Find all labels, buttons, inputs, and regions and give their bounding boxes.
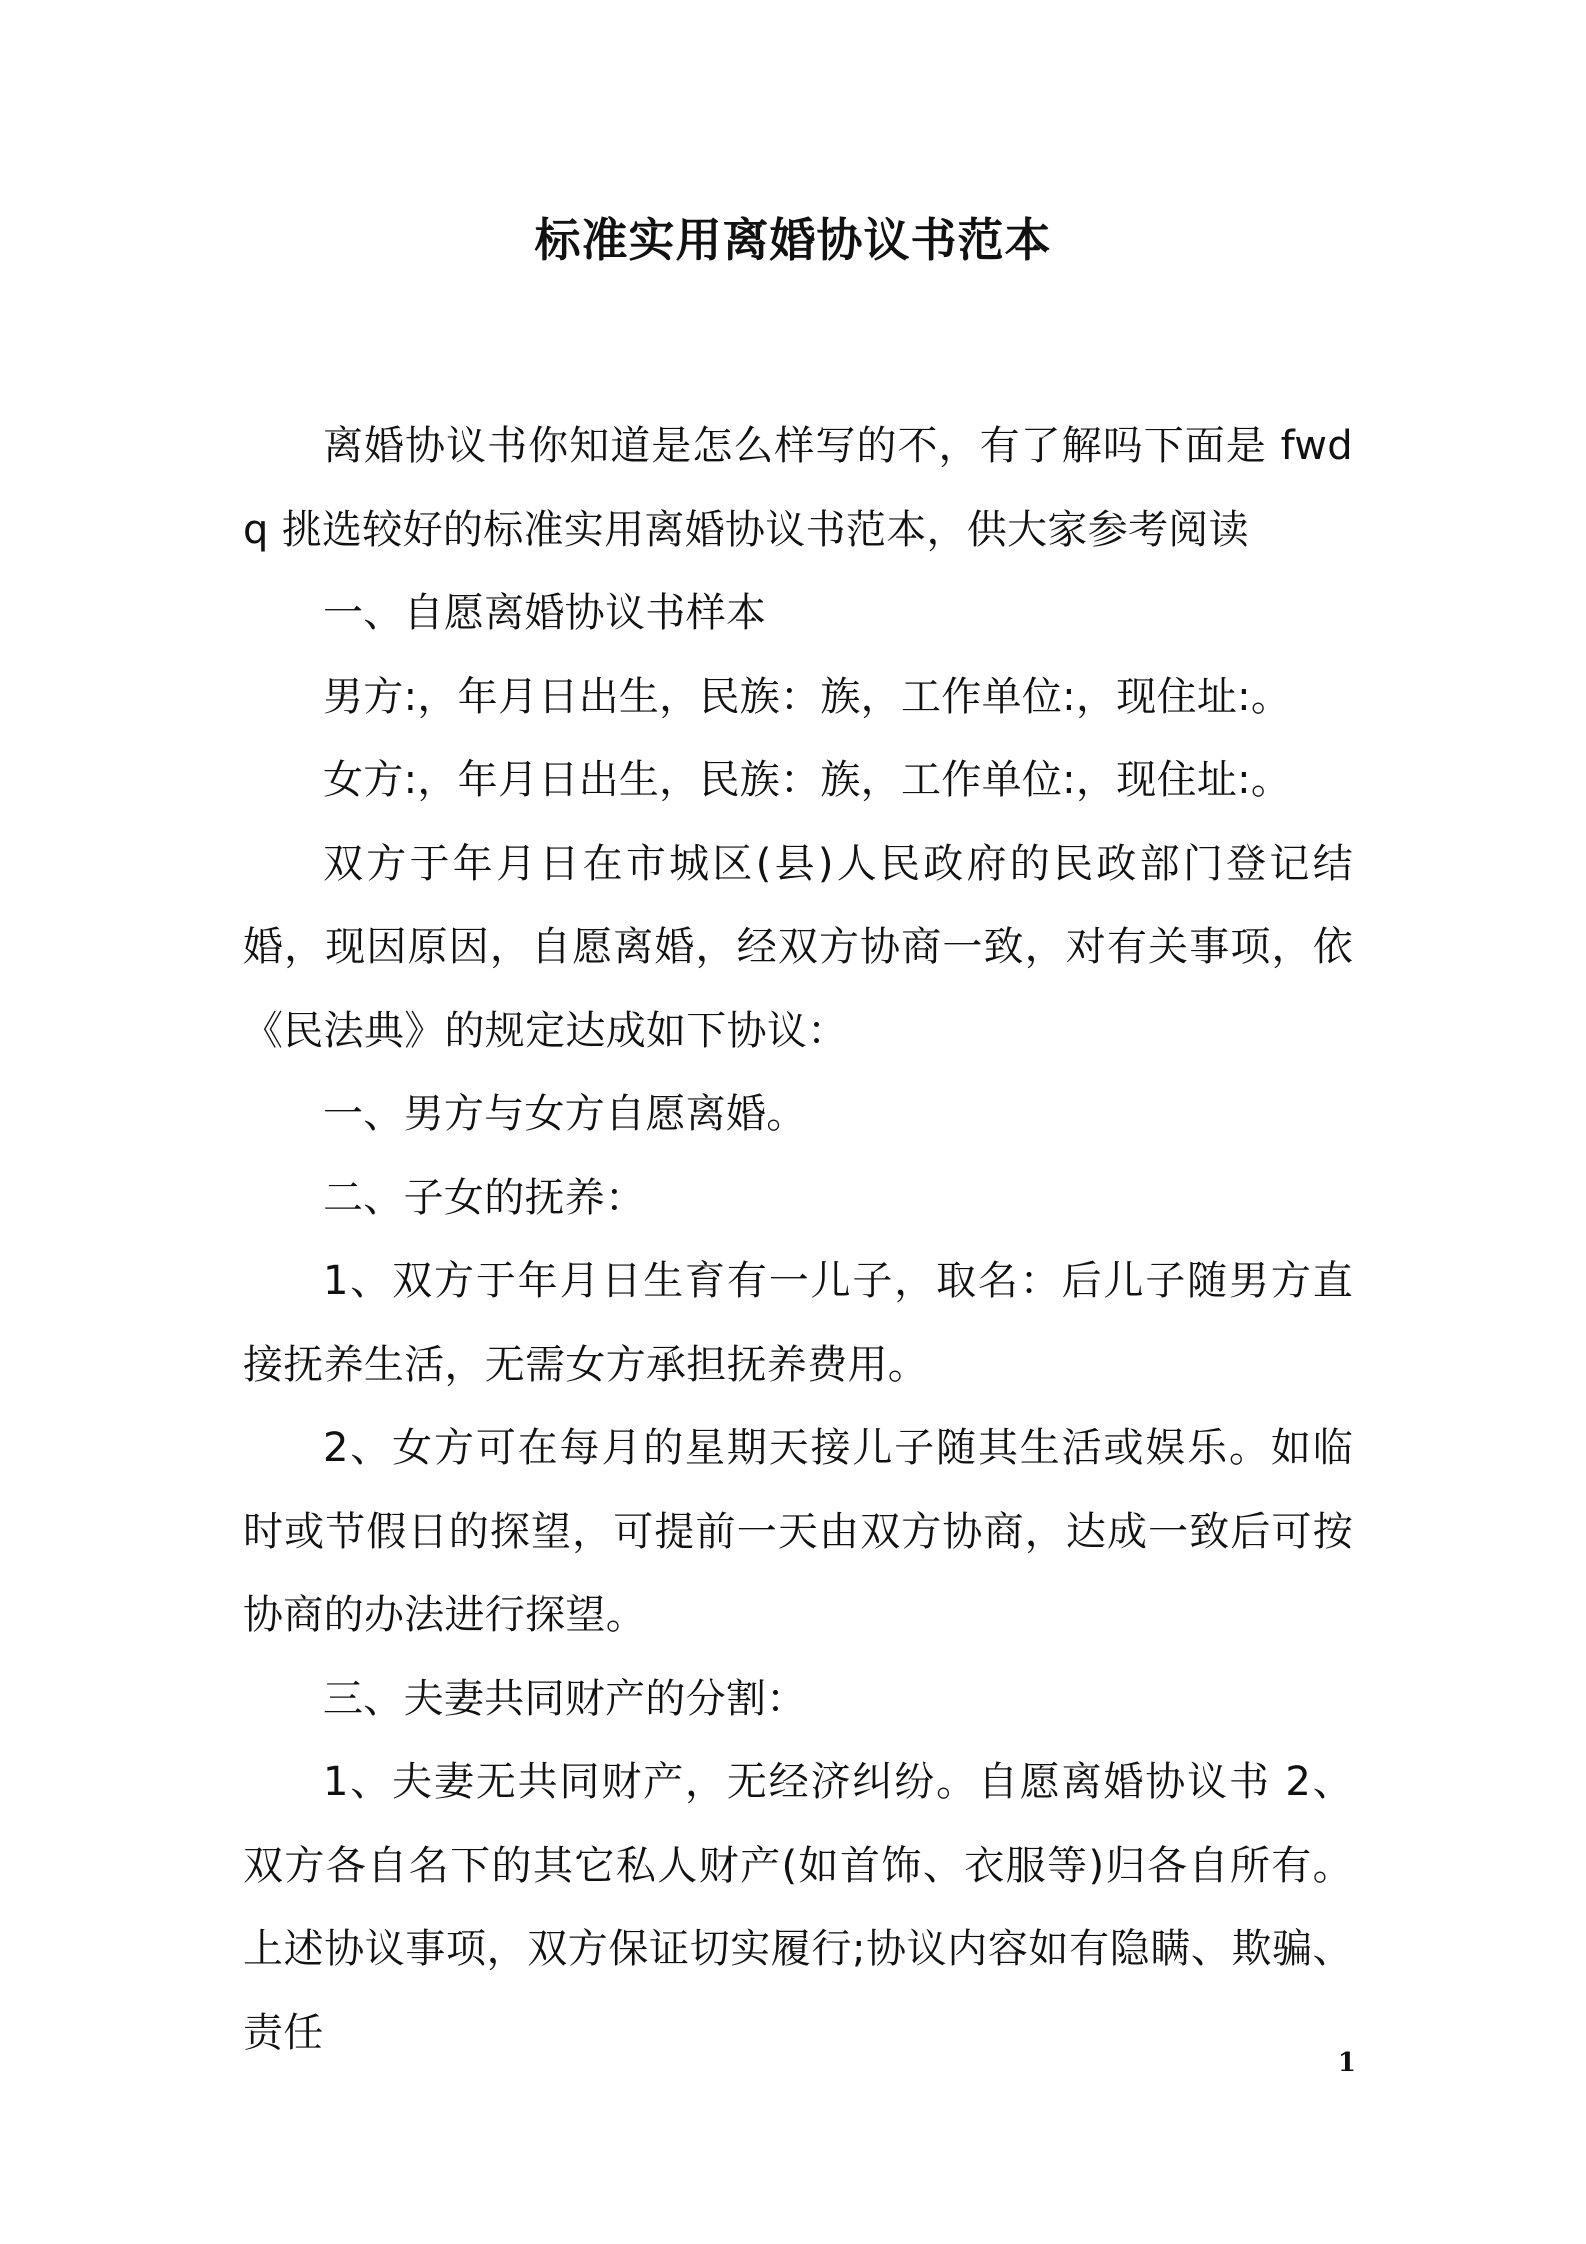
paragraph-marriage-background: 双方于年月日在市城区(县)人民政府的民政部门登记结婚，现因原因，自愿离婚，经双方协商一致，对有关事项，依《民法典》的规定达成如下协议：	[243, 840, 1353, 1054]
clause-child-custody-heading: 二、子女的抚养：	[323, 1174, 646, 1221]
page-number: 1	[1337, 2048, 1356, 2078]
clause-child-custody-1: 1、双方于年月日生育有一儿子，取名：后儿子随男方直接抚养生活，无需女方承担抚养费用。	[243, 1258, 1353, 1388]
clause-property-heading: 三、夫妻共同财产的分割：	[323, 1675, 807, 1722]
paragraph-intro: 离婚协议书你知道是怎么样写的不，有了解吗下面是 fwdq 挑选较好的标准实用离婚协议书范本，供大家参考阅读	[243, 423, 1353, 553]
section-heading-sample: 一、自愿离婚协议书样本	[323, 590, 767, 636]
paragraph-wife-info: 女方:，年月日出生，民族：族，工作单位:，现住址:。	[323, 757, 1292, 803]
clause-child-custody-2: 2、女方可在每月的星期天接儿子随其生活或娱乐。如临时或节假日的探望，可提前一天由双方协商，达成一致后可按协商的办法进行探望。	[243, 1425, 1353, 1638]
clause-voluntary-divorce: 一、男方与女方自愿离婚。	[323, 1091, 807, 1137]
clause-property-1: 1、夫妻无共同财产，无经济纠纷。自愿离婚协议书 2、双方各自名下的其它私人财产(如首饰、衣服等)归各自所有。上述协议事项，双方保证切实履行;协议内容如有隐瞒、欺骗、责任	[243, 1759, 1353, 2056]
document-body	[243, 405, 1353, 2075]
document-title: 标准实用离婚协议书范本	[534, 213, 1052, 267]
paragraph-husband-info: 男方:，年月日出生，民族：族，工作单位:，现住址:。	[323, 673, 1292, 720]
